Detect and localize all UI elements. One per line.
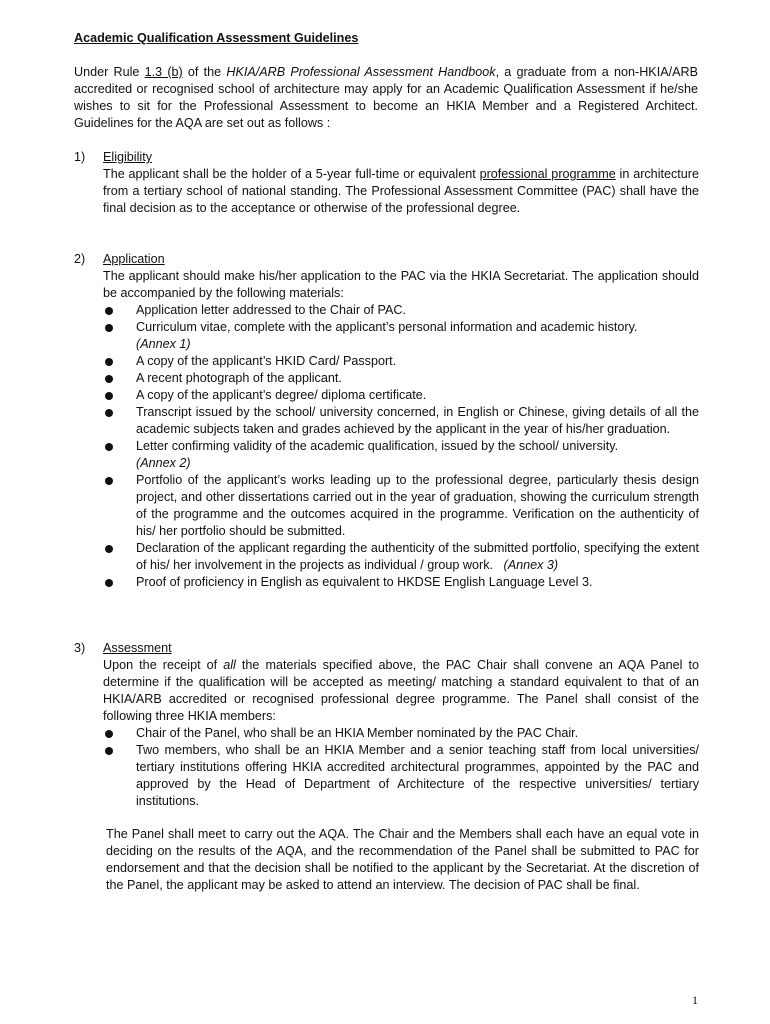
intro-text-2: of the [182,65,227,79]
bullet-icon [105,545,113,553]
bullet-icon [105,375,113,383]
section-3-text-post: the materials specified above, the PAC Chair shall convene an AQA Panel to determine if the qualification will be accepted as meeting/ matching a standard equivalent to that of an HKIA/ARB accredited or recognised professional degree programme. The Panel shall consist of the following three HKIA members: [103,658,699,723]
annex-reference: (Annex 3) [503,558,559,572]
intro-paragraph [74,64,698,132]
list-item-text: Application letter addressed to the Chair of PAC. [136,303,406,317]
list-item [103,725,699,742]
section-1-text-pre: The applicant shall be the holder of a 5-year full-time or equivalent [103,167,480,181]
section-3-assessment [103,640,699,810]
application-materials-list [103,302,699,591]
list-item-text: A copy of the applicant’s HKID Card/ Passport. [136,354,397,368]
list-item-text: Two members, who shall be an HKIA Member and a senior teaching staff from local universities/ tertiary institutions offering HKIA accredited architectural programmes, appointed by the PAC and approved by the Head of Department of Architecture of the respective universities/ tertiary institutions. [136,743,699,808]
section-1-eligibility [103,149,699,217]
section-1-body [103,166,699,217]
list-item [103,540,699,574]
list-item [103,742,699,810]
bullet-icon [105,392,113,400]
section-1-heading: Eligibility [103,150,152,164]
section-2-body: The applicant should make his/her application to the PAC via the HKIA Secretariat. The application should be accompanied by the following materials: [103,269,699,300]
intro-text-3: , a graduate from a non-HKIA/ARB accredited or recognised school of architecture may apply for an Academic Qualification Assessment if he/she wishes to sit for the Professional Assessment to become an HKIA Member and a Registered Architect. Guidelines for the AQA are set out as follows : [74,65,698,130]
bullet-icon [105,358,113,366]
annex-reference: (Annex 1) [136,337,191,351]
bullet-icon [105,307,113,315]
list-item-text: Curriculum vitae, complete with the applicant’s personal information and academic history. [136,320,638,334]
annex-reference: (Annex 2) [136,456,191,470]
handbook-title: HKIA/ARB Professional Assessment Handbook [226,65,496,79]
list-item [103,404,699,438]
closing-paragraph: The Panel shall meet to carry out the AQA. The Chair and the Members shall each have an equal vote in deciding on the results of the AQA, and the recommendation of the Panel shall be submitted to PAC for endorsement and that the decision shall be notified to the applicant by the Secretariat. At the discretion of the Panel, the applicant may be asked to attend an interview. The decision of PAC shall be final. [106,827,699,892]
list-item-text: A recent photograph of the applicant. [136,371,342,385]
list-item-text: Declaration of the applicant regarding the authenticity of the submitted portfolio, specifying the extent of his/ her involvement in the projects as individual / group work. [136,541,699,572]
professional-programme-term: professional programme [479,167,616,181]
list-item-text: Portfolio of the applicant’s works leading up to the professional degree, particularly thesis design project, and other dissertations carried out in the year of graduation, showing the curriculum strength of the programme and the outcomes acquired in the programme. Verification on the authenticity of his/ her portfolio should be submitted. [136,473,699,538]
list-item [103,302,699,319]
bullet-icon [105,324,113,332]
bullet-icon [105,443,113,451]
list-item [103,319,699,353]
list-item [103,387,699,404]
section-1-text-post: in architecture from a tertiary school of national standing. The Professional Assessment Committee (PAC) shall have the final decision as to the acceptance or otherwise of the professional degree. [103,167,699,215]
rule-reference: 1.3 (b) [144,65,183,79]
bullet-icon [105,579,113,587]
list-item-text: A copy of the applicant’s degree/ diploma certificate. [136,388,427,402]
section-2-application [103,251,699,591]
bullet-icon [105,409,113,417]
list-item [103,353,699,370]
list-item-text: Proof of proficiency in English as equivalent to HKDSE English Language Level 3. [136,575,593,589]
list-item-text: Letter confirming validity of the academic qualification, issued by the school/ university. [136,439,619,453]
document-title: Academic Qualification Assessment Guidelines [74,31,359,45]
section-2-number: 2) [74,252,86,266]
list-item [103,472,699,540]
section-2-heading: Application [103,252,165,266]
section-3-text-pre: Upon the receipt of [103,658,224,672]
list-item [103,370,699,387]
page-number: 1 [692,993,698,1007]
bullet-icon [105,730,113,738]
list-item-text: Chair of the Panel, who shall be an HKIA Member nominated by the PAC Chair. [136,726,579,740]
section-1-number: 1) [74,150,86,164]
list-item [103,574,699,591]
list-item-text: Transcript issued by the school/ university concerned, in English or Chinese, giving details of all the academic subjects taken and grades achieved by the applicant in the year of his/her graduation. [136,405,699,436]
panel-members-list [103,725,699,810]
bullet-icon [105,747,113,755]
section-3-heading: Assessment [103,641,172,655]
section-3-number: 3) [74,641,86,655]
intro-text-1: Under Rule [74,65,145,79]
section-3-body [103,657,699,725]
bullet-icon [105,477,113,485]
list-item [103,438,699,472]
emphasis-all: all [223,658,236,672]
